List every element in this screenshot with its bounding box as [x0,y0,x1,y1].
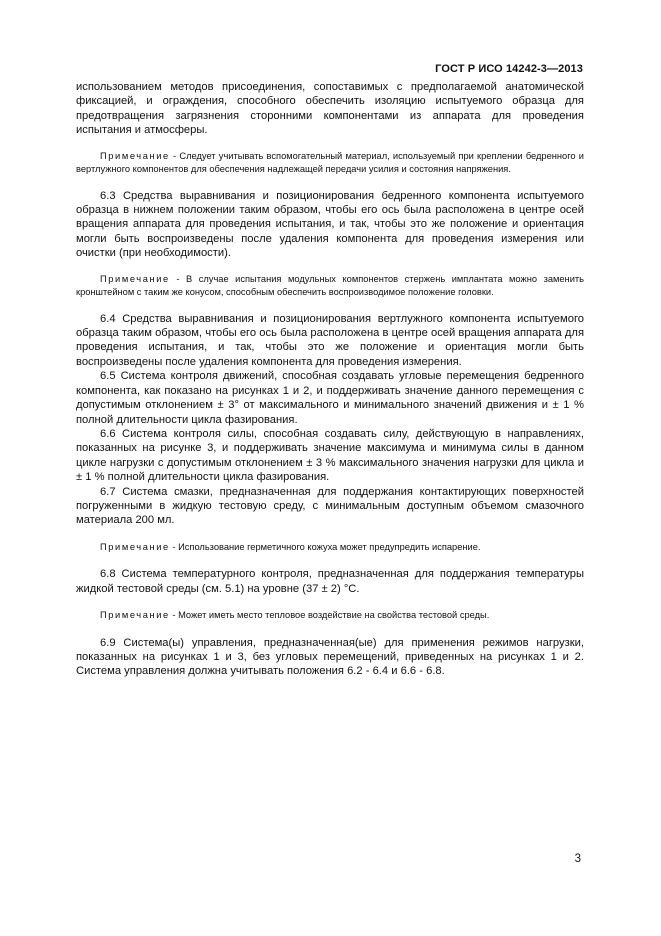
note-1 [76,150,584,177]
note-text: - Следует учитывать вспомогательный материал, используемый при креплении бедренного и вертлужного компонентов для обеспечения надлежащей передачи усилия и состояния напряжения. [76,150,584,175]
paragraph-6-7: 6.7 Система смазки, предназначенная для поддержания контактирующих поверхностей погруженными в жидкую тестовую среду, с минимальным доступным объемом смазочного материала 200 мл. [76,485,584,527]
document-body [76,80,584,679]
note-3 [76,541,584,555]
paragraph-6-8: 6.8 Система температурного контроля, предназначенная для поддержания температуры жидкой тестовой среды (см. 5.1) на уровне (37 ± 2) °С. [76,568,584,595]
document-header: ГОСТ Р ИСО 14242-3—2013 [435,63,583,75]
page-number: 3 [574,853,581,865]
paragraph-continuation: использованием методов присоединения, сопоставимых с предполагаемой анатомической фиксацией, и ограждения, способного обеспечить изоляцию испытуемого образца для предотвращения загрязнения сторонними компонентами из аппарата для проведения испытания и атмосферы. [76,81,584,137]
note-4 [76,609,584,623]
note-2 [76,273,584,300]
paragraph-6-3: 6.3 Средства выравнивания и позиционирования бедренного компонента испытуемого образца в нижнем положении таким образом, чтобы его ось была расположена в центре осей вращения аппарата для проведения испытания, и так, чтобы это же положение и ориентация могли быть воспроизведены после удаления компонента для проведения измерения или очистки (при необходимости). [76,189,584,260]
note-text: - В случае испытания модульных компонентов стержень имплантата можно заменить кронштейном с таким же конусом, способным обеспечить воспроизводимое положение головки. [76,273,584,298]
note-label: Примечание [100,273,170,284]
paragraph-6-5: 6.5 Система контроля движений, способная создавать угловые перемещения бедренного компонента, как показано на рисунках 1 и 2, и поддерживать значение данного перемещения с допустимым отклонением ± 3° от максимального и минимального значений движения и ± 1 % полной длительности цикла фазирования. [76,370,584,426]
note-label: Примечание [100,610,170,621]
paragraph-6-4: 6.4 Средства выравнивания и позиционирования вертлужного компонента испытуемого образца таким образом, чтобы его ось была расположена в центре осей вращения аппарата для проведения испытания, и так, чтобы это же положение и ориентация могли быть воспроизведены после удаления компонента для проведения измерения. [76,312,584,368]
paragraph-6-9: 6.9 Система(ы) управления, предназначенная(ые) для применения режимов нагрузки, показанных на рисунках 1 и 3, без угловых перемещений, приведенных на рисунках 1 и 2. Система управления должна учитывать положения 6.2 - 6.4 и 6.6 - 6.8. [76,636,584,678]
note-label: Примечание [100,150,170,161]
note-text: - Использование герметичного кожуха может предупредить испарение. [169,541,481,552]
note-label: Примечание [100,541,170,552]
note-text: - Может иметь место тепловое воздействие на свойства тестовой среды. [169,610,490,621]
paragraph-6-6: 6.6 Система контроля силы, способная создавать силу, действующую в направлениях, показанных на рисунке 3, и поддерживать значение максимума и минимума силы в данном цикле нагрузки с допустимым отклонением ± 3 % максимального значения нагрузки для цикла и ± 1 % полной длительности цикла фазирования. [76,427,584,484]
